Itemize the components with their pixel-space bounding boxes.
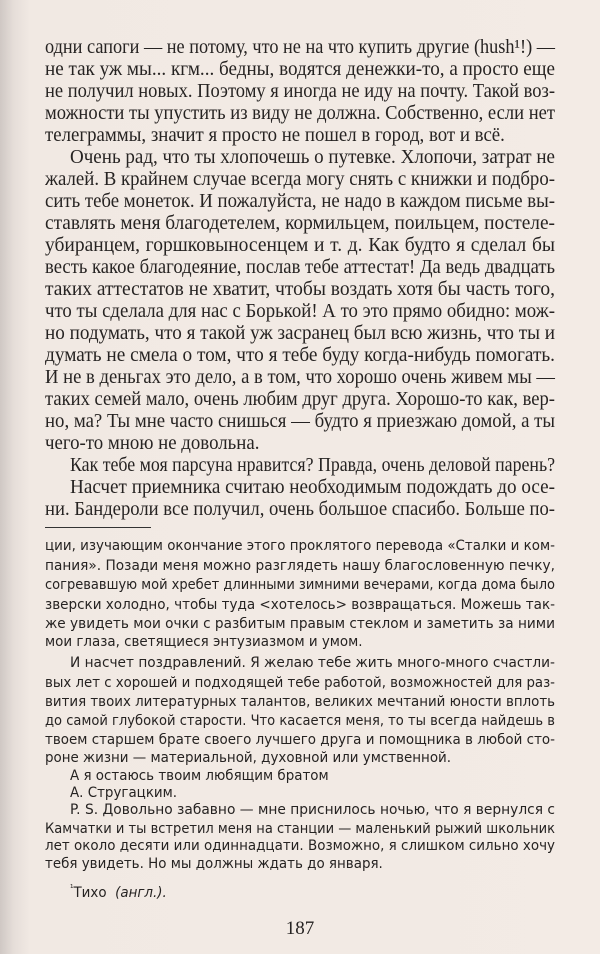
footer-line: мои глаза, светящиеся энтузиазмом и умом. (45, 634, 363, 650)
footer-line: тебя увидеть. Но мы должны ждать до января. (45, 856, 383, 872)
closing-line: А я остаюсь твоим любящим братом (70, 768, 329, 784)
text-line: ставлять меня благодетелем, кормильцем, поильцем, постеле- (45, 214, 555, 234)
footer-line: зверски холодно, чтобы туда <хотелось> возвращаться. Можешь так- (45, 598, 555, 613)
text-line: Как тебе моя парсуна нравится? Правда, очень деловой парень? (70, 456, 555, 476)
footnote: $^{^1}$Тихо (англ.). (70, 884, 167, 901)
text-line: Насчет приемника считаю необходимым подождать до осе- (70, 478, 555, 498)
text-line: И не в деньгах это дело, а в том, что хорошо очень живем мы — (45, 368, 555, 388)
text-line: ни. Бандероли все получил, очень большое спасибо. Больше по- (45, 500, 555, 520)
text-line: таких аттестатов не хватит, чтобы воздать хотя бы часть того, (45, 280, 555, 300)
page-number: 187 (285, 918, 315, 939)
footer-line: же увидеть мои очки с разбитым правым стеклом и заметить за ними (45, 617, 555, 632)
footer-line: P. S. Довольно забавно — мне приснилось ночью, что я вернулся с (70, 803, 555, 818)
footer-line: ции, изучающим окончание этого проклятого перевода «Сталки и ком- (45, 539, 555, 554)
text-line: весть какое благодеяние, послав тебе аттестат! Да ведь двадцать (45, 258, 555, 278)
footer-line: И насчет поздравлений. Я желаю тебе жить много-много счастли- (70, 656, 555, 671)
text-line: не так уж мы... кгм... бедны, водятся денежки-то, а просто еще (45, 60, 555, 80)
text-line: одни сапоги — не потому, что не на что купить другие (hush¹!) — (45, 38, 555, 58)
footer-line: твоем старшем брате своего лучшего друга и помощника в любой сто- (45, 733, 555, 748)
text-line: можности ты упустить из виду не должна. Собственно, если нет (45, 104, 555, 124)
text-line: сить тебе монеток. И пожалуйста, не надо в каждом письме вы- (45, 192, 555, 212)
text-line: чего-то мною не довольна. (45, 433, 260, 454)
text-line: телеграммы, значит я просто не пошел в город, вот и всё. (45, 125, 505, 146)
footer-line: согревавшую мой хребет длинными зимними вечерами, когда дома было (45, 578, 555, 593)
footer-line: вых лет с хорошей и подходящей тебе работой, возможностей для раз- (45, 676, 555, 691)
text-line: убиранцем, горшковыносенцем и т. д. Как будто я сделал бы (45, 236, 555, 256)
text-line: жалей. В крайнем случае всегда могу снять с книжки и подбро- (45, 170, 555, 190)
text-line: что ты сделала для нас с Борькой! А то это прямо обидно: мож- (45, 302, 555, 322)
footer-line: вития твоих литературных талантов, великих мечтаний юности вплоть (45, 695, 555, 710)
text-line: таких семей мало, очень любим друг друга. Хорошо-то как, вер- (45, 390, 555, 410)
footer-line: до самой глубокой старости. Что касается меня, то ты всегда найдешь в (45, 714, 555, 729)
footer-line: роне жизни — материальной, духовной или умственной. (45, 750, 452, 766)
footer-line: пания». Позади меня можно разглядеть нашу благословенную печку, (45, 559, 555, 574)
text-line: Очень рад, что ты хлопочешь о путевке. Хлопочи, затрат не (70, 148, 555, 168)
footnote-marker: ¹ (70, 884, 74, 894)
text-line: но, ма? Ты мне часто снишься — будто я приезжаю домой, а ты (45, 412, 555, 432)
text-line: не получил новых. Поэтому я иногда не иду на почту. Такой воз- (45, 82, 555, 102)
footer-line: лет около десяти или одиннадцати. Возможно, я слишком сильно хочу (45, 839, 555, 854)
text-line: думать не смела о том, что я тебе буду когда-нибудь помогать. (45, 346, 555, 366)
footnote-divider (45, 527, 151, 528)
footer-line: Камчатки и ты встретил меня на станции — маленький рыжий школьник (45, 822, 555, 837)
text-line: но подумать, что я такой уж засранец был всю жизнь, что ты и (45, 324, 555, 344)
signature: А. Стругацким. (70, 785, 178, 801)
